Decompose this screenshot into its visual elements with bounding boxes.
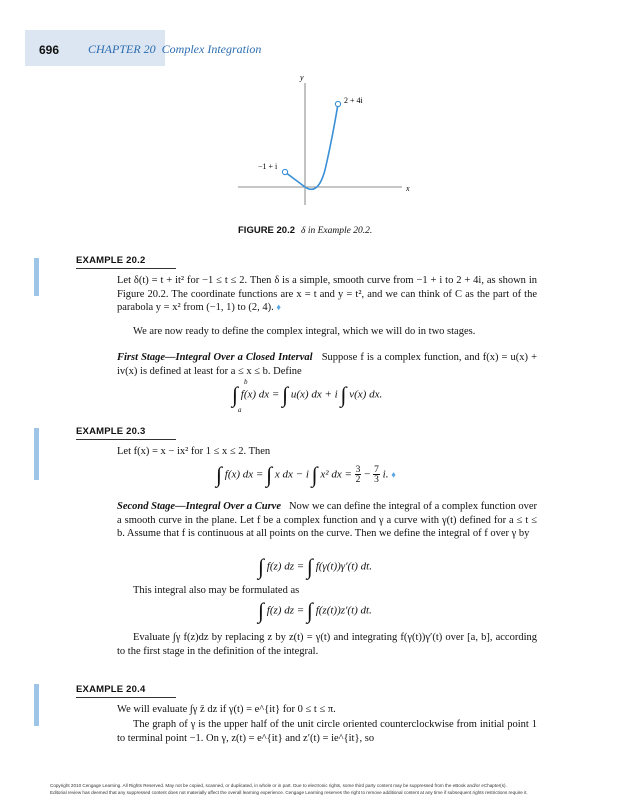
- end-point: [335, 101, 340, 106]
- first-stage-paragraph: [117, 351, 537, 378]
- example-rule: [76, 697, 176, 698]
- start-point-label: −1 + i: [258, 162, 278, 171]
- example-20-2-paragraph: [117, 274, 537, 315]
- example-20-4-paragraph: We will evaluate ∫γ z̄ dz if γ(t) = e^{it} for 0 ≤ t ≤ π.: [117, 704, 336, 715]
- copyright-line: Copyright 2010 Cengage Learning. All Rights Reserved. May not be copied, scanned, or duplicated, in whole or in part. Due to electronic rights, some third party content may be suppressed from the eBook and/or eChapter(s).: [50, 783, 507, 788]
- example-rule: [76, 439, 176, 440]
- integral-sign: ∫: [311, 462, 318, 487]
- integral-sign: ∫: [216, 462, 223, 487]
- fraction-three-halves: $\frac{3}{2}$: [355, 465, 361, 485]
- example-bar: [34, 258, 39, 296]
- example-bar: [34, 684, 39, 726]
- integral-sign: ∫: [266, 462, 273, 487]
- start-point: [282, 169, 287, 174]
- end-point-label: 2 + 4i: [344, 96, 363, 105]
- second-stage-paragraph: [117, 500, 537, 541]
- caption-label: FIGURE 20.2: [238, 225, 296, 236]
- integral-sign: ∫: [232, 382, 239, 407]
- fraction-seven-thirds: $\frac{7}{3}$: [374, 465, 379, 485]
- end-of-example-icon: ♦: [391, 469, 396, 480]
- integral-sign: ∫: [258, 598, 265, 623]
- caption-text: δ in Example 20.2.: [301, 226, 373, 236]
- example-20-3-paragraph: Let f(x) = x − ix² for 1 ≤ x ≤ 2. Then: [117, 446, 271, 457]
- x-axis-label: x: [406, 184, 410, 193]
- alternate-form-text: This integral also may be formulated as: [133, 585, 300, 596]
- chapter-label: CHAPTER 20: [88, 42, 156, 56]
- curve-integral-alternate: ∫ f(z) dz = ∫ f(z(t))z′(t) dt.: [258, 598, 372, 623]
- evaluate-paragraph: Evaluate ∫γ f(z)dz by replacing z by z(t) = γ(t) and integrating f(γ(t))γ′(t) over [a, b], according to the first stage in the definition of the integral.: [117, 632, 537, 657]
- integral-sign: ∫: [340, 382, 347, 407]
- figure-caption: [238, 225, 372, 236]
- example-20-4-title: EXAMPLE 20.4: [76, 684, 146, 695]
- end-of-example-icon: ♦: [276, 302, 281, 313]
- editorial-line: Editorial review has deemed that any suppressed content does not materially affect the overall learning experience. Cengage Learning reserves the right to remove additional content at any time if subsequent rights restrictions require it.: [50, 790, 528, 795]
- second-stage-text: Now we can define the integral of a complex function over a smooth curve in the plane. Let f be a complex function and γ a curve with γ(t) defined for a ≤ t ≤ b. Assume that f is continuous at all points on the curve. Then we define the integral of f over γ by: [117, 501, 538, 540]
- example-bar: [34, 428, 39, 480]
- example-rule: [76, 268, 176, 269]
- integral-sign: ∫: [282, 382, 289, 407]
- page-number: 696: [39, 43, 60, 57]
- chapter-title: Complex Integration: [161, 42, 262, 56]
- figure-20-2: [0, 0, 622, 240]
- ex202-text: Let δ(t) = t + it² for −1 ≤ t ≤ 2. Then δ is a simple, smooth curve from −1 + i to 2 + 4i, as shown in Figure 20.2. The coordinate functions are x = t and y = t², and we can think of C as the part of the parabola y = x² from (−1, 1) to (2, 4).: [117, 275, 537, 314]
- example-20-2-title: EXAMPLE 20.2: [76, 255, 146, 266]
- curve-integral-definition: ∫ f(z) dz = ∫ f(γ(t))γ′(t) dt.: [258, 554, 372, 579]
- curve-path: [285, 104, 338, 189]
- integral-sign: ∫: [306, 554, 313, 579]
- first-stage-text: Suppose f is a complex function, and f(x) = u(x) + iv(x) is defined at least for a ≤ x ≤ b. Define: [117, 352, 537, 377]
- second-stage-heading: Second Stage—Integral Over a Curve: [117, 501, 282, 512]
- closed-interval-definition: ∫ b a f(x) dx = ∫ u(x) dx + i ∫ v(x) dx.: [232, 378, 383, 414]
- first-stage-heading: First Stage—Integral Over a Closed Interval: [117, 352, 313, 363]
- transition-paragraph: We are now ready to define the complex integral, which we will do in two stages.: [133, 326, 476, 337]
- integral-sign: ∫: [258, 554, 265, 579]
- example-20-3-equation: ∫ f(x) dx = ∫ x dx − i ∫ x² dx = $\frac{3}{2} - \frac{7}{3} i$. ♦: [216, 462, 396, 487]
- example-20-3-title: EXAMPLE 20.3: [76, 426, 146, 437]
- y-axis-label: y: [300, 73, 304, 82]
- example-20-4-continuation: The graph of γ is the upper half of the unit circle oriented counterclockwise from initial point 1 to terminal point −1. On γ, z(t) = e^{it} and z′(t) = ie^{it}, so: [117, 719, 537, 744]
- integral-sign: ∫: [306, 598, 313, 623]
